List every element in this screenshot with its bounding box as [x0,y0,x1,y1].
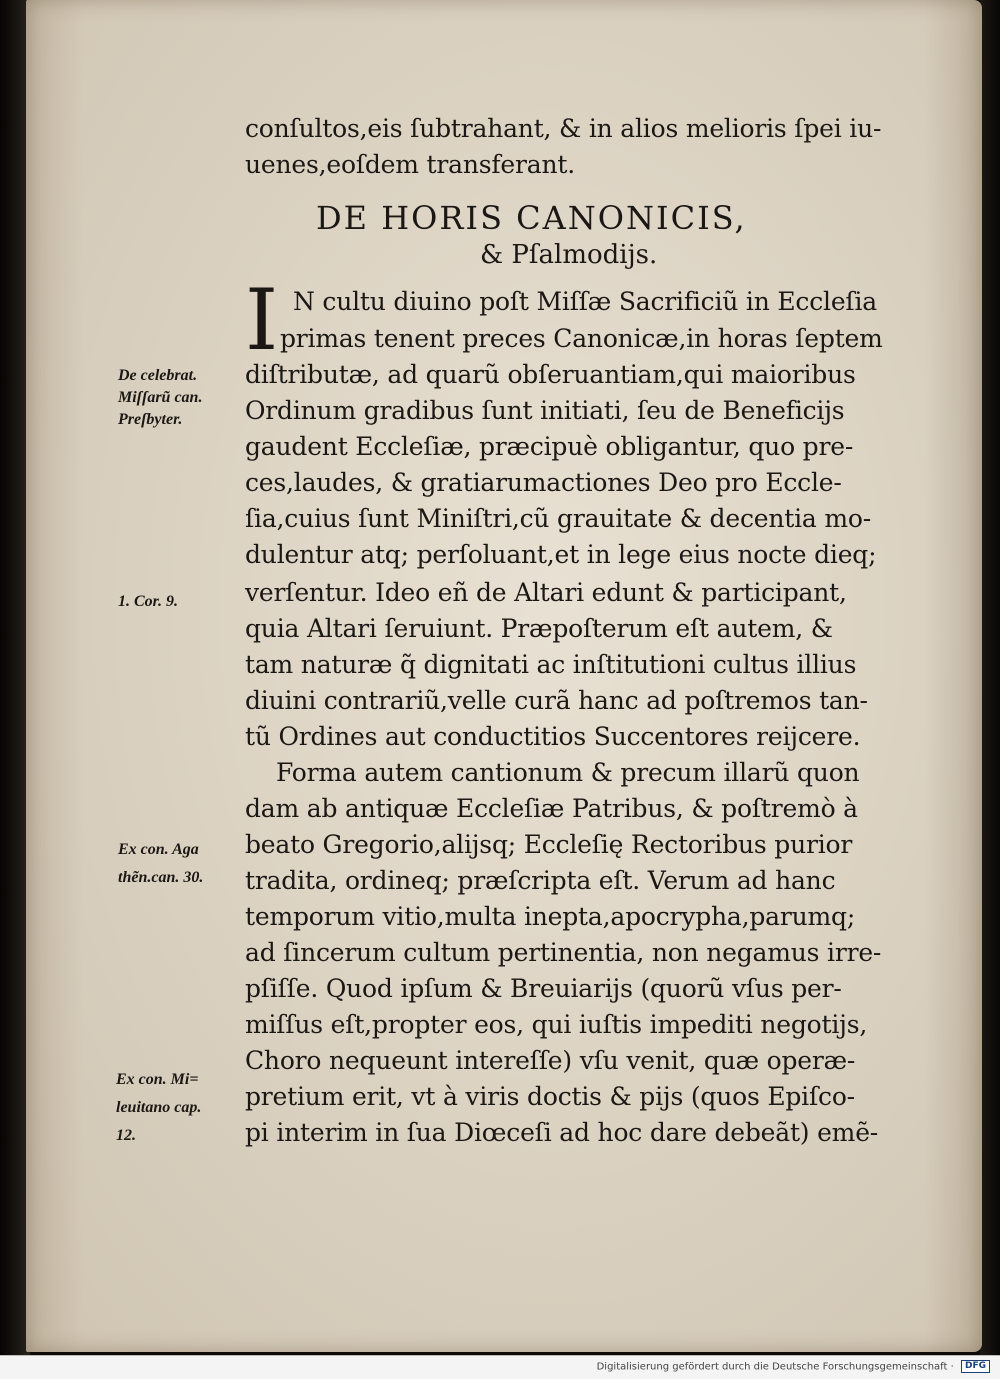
footer-credit [597,1360,990,1373]
margin-note: 1. Cor. 9. [118,593,179,610]
text-line: ſia,cuius ſunt Miniſtri,cũ grauitate & decentia mo- [245,504,871,533]
text-line: dam ab antiquæ Eccleſiæ Patribus, & poſtremò à [245,794,858,823]
text-line: temporum vitio,multa inepta,apocrypha,parumq; [245,902,856,931]
text-line: primas tenent preces Canonicæ,in horas ſeptem [280,324,883,353]
text-line: beato Gregorio,alijsq; Eccleſię Rectoribus purior [245,830,853,859]
text-line: miſſus eſt,propter eos, qui iuſtis impediti negotijs, [245,1010,868,1039]
footer-bar [0,1355,1000,1379]
margin-note: leuitano cap. [116,1099,202,1116]
margin-note: 12. [116,1127,136,1144]
text-line: ces,laudes, & gratiarumactiones Deo pro Eccle- [245,468,842,497]
text-line: tradita, ordineq; præſcripta eſt. Verum ad hanc [245,866,836,895]
text-line: ad ſincerum cultum pertinentia, non negamus irre- [245,938,882,967]
text-line: tam naturæ q̃ dignitati ac inſtitutioni cultus illius [245,650,857,679]
margin-note: Ex con. Aga [118,841,199,858]
text-line: pretium erit, vt à viris doctis & pijs (quos Epiſco- [245,1082,855,1111]
text-line: quia Altari ſeruiunt. Præpoſterum eſt autem, & [245,614,833,643]
text-line: N cultu diuino poſt Miſſæ Sacrificiũ in Eccleſia [293,287,877,316]
text-line: diſtributæ, ad quarũ obſeruantiam,qui maioribus [245,360,856,389]
margin-note: Ex con. Mi= [116,1071,199,1088]
text-line: verſentur. Ideo eñ de Altari edunt & participant, [245,578,847,607]
text-line: conſultos,eis ſubtrahant, & in alios melioris ſpei iu- [245,114,882,143]
text-line: Choro nequeunt intereſſe) vſu venit, quæ operæ- [245,1046,856,1075]
margin-note: thẽn.can. 30. [118,869,204,886]
text-line: uenes,eoſdem transferant. [245,150,575,179]
text-line: tũ Ordines aut conductitios Succentores reijcere. [245,722,861,751]
section-subheading: & Pſalmodijs. [480,240,658,270]
margin-note: Preſbyter. [118,411,183,428]
text-line: pi interim in ſua Diœceſi ad hoc dare debeãt) emẽ- [245,1118,879,1147]
text-line: Forma autem cantionum & precum illarũ quon [276,758,860,787]
text-line: Ordinum gradibus ſunt initiati, ſeu de Beneficijs [245,396,845,425]
text-line: diuini contrariũ,velle curã hanc ad poſtremos tan- [245,686,868,715]
dfg-logo-icon: DFG [961,1360,990,1373]
drop-cap: I [245,271,279,369]
text-line: pſiſſe. Quod ipſum & Breuiarijs (quorũ vſus per- [245,974,842,1003]
text-line: dulentur atq; perſoluant,et in lege eius nocte dieq; [245,540,877,569]
text-line: gaudent Eccleſiæ, præcipuè obligantur, quo pre- [245,432,854,461]
section-heading: DE HORIS CANONICIS, [316,199,747,237]
footer-credit-text: Digitalisierung gefördert durch die Deutsche Forschungsgemeinschaft · [596,1361,954,1373]
margin-note: Miſſarũ can. [118,389,203,406]
margin-note: De celebrat. [118,367,198,384]
page-edge [980,0,1000,1356]
